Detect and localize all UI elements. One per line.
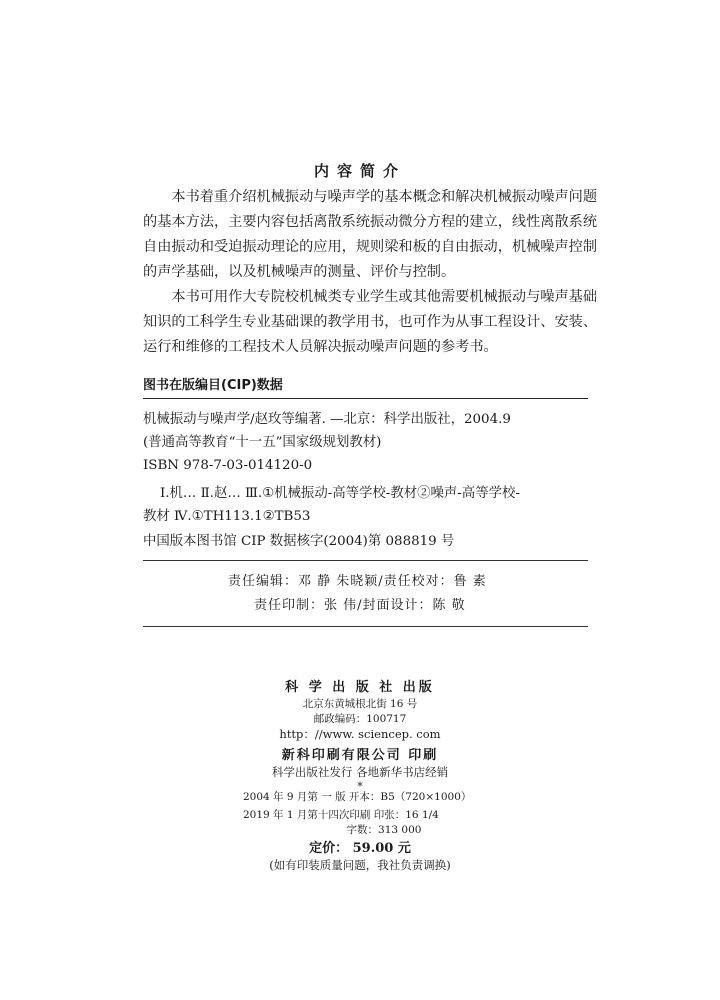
separator-star: * (357, 780, 363, 793)
edition-line1: 2004 年 9 月第 一 版 开本：B5（720×1000） (243, 791, 472, 803)
cip-subjects (143, 482, 520, 528)
summary-p1-line4: 的声学基础，以及机械噪声的测量、评价与控制。 (143, 264, 456, 280)
summary-p1-line3: 自由振动和受迫振动理论的应用，规则梁和板的自由振动，机械噪声控制 (143, 239, 598, 255)
credits-bottom-rule (143, 626, 588, 627)
distribution-line: 科学出版社发行 各地新华书店经销 (271, 765, 449, 779)
summary-p2-line1: 本书可用作大专院校机械类专业学生或其他需要机械振动与噪声基础 (171, 289, 598, 305)
publisher-url: http：//www. sciencep. com (279, 727, 441, 741)
cip-isbn: ISBN 978-7-03-014120-0 (143, 458, 313, 473)
cip-subjects-line2: 教材 Ⅳ.①TH113.1②TB53 (143, 509, 311, 524)
cip-subjects-line1: Ⅰ.机… Ⅱ.赵… Ⅲ.①机械振动-高等学校-教材②噪声-高等学校- (160, 486, 520, 501)
edition-line2: 2019 年 1 月第十四次印刷 印张：16 1/4 (243, 809, 439, 821)
edition-info (243, 788, 471, 824)
summary-title: 内容简介 (313, 162, 406, 180)
publisher-name: 科 学 出 版 社 出版 (285, 680, 435, 695)
summary-body (143, 185, 598, 360)
summary-p2-line3: 运行和维修的工程技术人员解决振动噪声问题的参考书。 (143, 339, 498, 355)
cip-series-line: (普通高等教育“十一五”国家级规划教材) (143, 435, 382, 450)
publisher-postcode: 邮政编码：100717 (313, 713, 407, 725)
cip-heading: 图书在版编目(CIP)数据 (143, 378, 283, 393)
credits-line1: 责任编辑：邓 静 朱晓颖/责任校对：鲁 素 (228, 574, 487, 589)
cip-record (143, 408, 511, 477)
summary-p1-line1: 本书着重介绍机械振动与噪声学的基本概念和解决机械振动噪声问题 (171, 189, 598, 205)
summary-p2-line2: 知识的工科学生专业基础课的教学用书，也可作为从事工程设计、安装、 (143, 314, 598, 330)
word-count: 字数：313 000 (346, 824, 422, 836)
cip-bottom-rule (143, 560, 588, 561)
price: 定价： 59.00 元 (309, 841, 411, 856)
cip-top-rule (143, 398, 588, 399)
publisher-address: 北京东黄城根北街 16 号 (302, 698, 418, 710)
printer-line: 新科印刷有限公司 印刷 (281, 748, 439, 763)
credits-line2: 责任印制：张 伟/封面设计：陈 敬 (254, 598, 466, 613)
summary-p1-line2: 的基本方法，主要内容包括离散系统振动微分方程的建立，线性离散系统 (143, 214, 598, 230)
cip-record-line: 机械振动与噪声学/赵玫等编著. —北京：科学出版社，2004.9 (143, 412, 511, 427)
quality-notice: (如有印装质量问题，我社负责调换) (269, 858, 451, 872)
cip-number: 中国版本图书馆 CIP 数据核字(2004)第 088819 号 (143, 534, 455, 549)
